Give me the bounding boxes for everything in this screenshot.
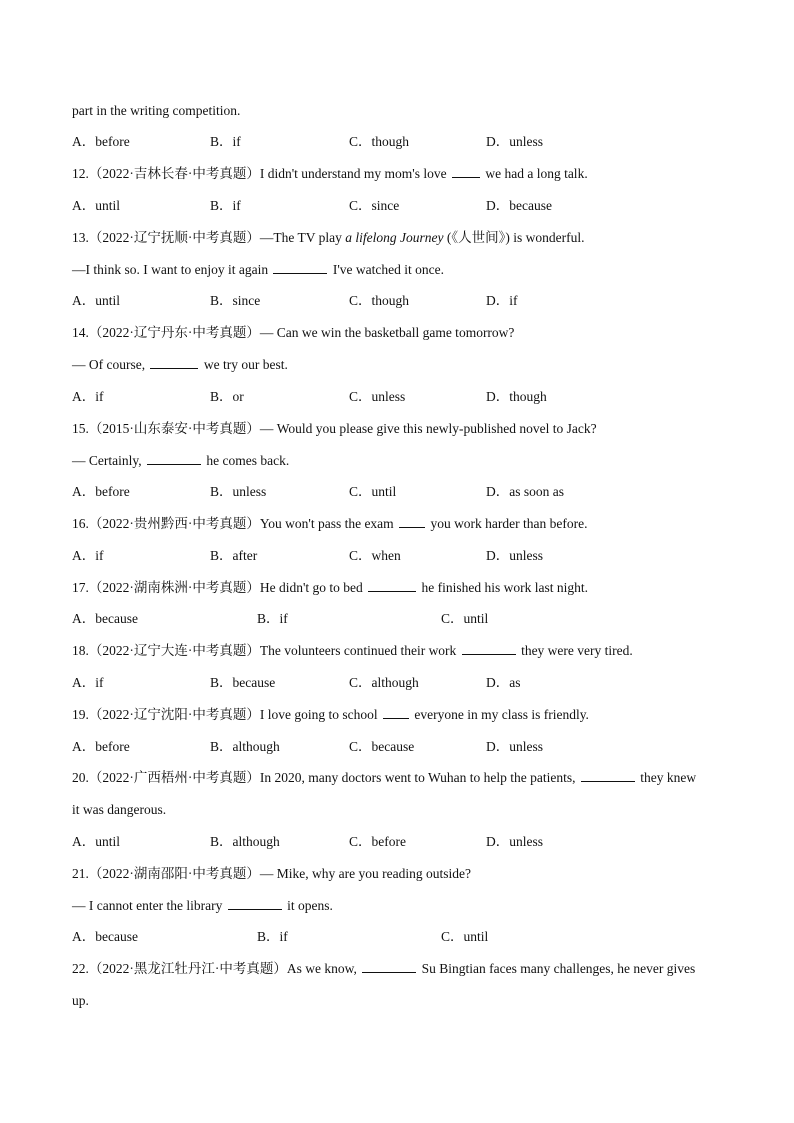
option-a[interactable]: A．if [72,389,104,404]
answer-blank[interactable] [383,706,409,719]
question-21-reply [72,897,722,915]
option-a[interactable]: A．if [72,675,104,690]
option-d[interactable]: D．unless [486,134,543,149]
option-c[interactable]: C．unless [349,389,406,404]
question-text: 17.（2022·湖南株洲·中考真题）He didn't go to bed [72,580,363,595]
answer-blank[interactable] [147,452,201,465]
option-c[interactable]: C．until [441,929,489,944]
answer-blank[interactable] [462,642,516,655]
option-a[interactable]: A．because [72,611,138,626]
option-d[interactable]: D．unless [486,834,543,849]
option-d[interactable]: D．as soon as [486,484,564,499]
option-c[interactable]: C．until [349,484,397,499]
question-15-reply [72,452,722,470]
question-text: — Certainly, [72,453,142,468]
question-text: 20.（2022·广西梧州·中考真题）In 2020, many doctors went to Wuhan to help the patients, [72,770,576,785]
answer-blank[interactable] [452,165,480,178]
question-12 [72,165,722,183]
question-text: (《人世间》) is wonderful. [446,230,585,245]
option-a[interactable]: A．until [72,293,121,308]
option-d[interactable]: D．because [486,198,552,213]
question-text: you work harder than before. [430,516,588,531]
question-text: they knew [640,770,697,785]
question-text: 21.（2022·湖南邵阳·中考真题）— Mike, why are you reading outside? [72,866,471,881]
question-text: 12.（2022·吉林长春·中考真题）I didn't understand my mom's love [72,166,447,181]
option-c[interactable]: C．until [441,611,489,626]
option-c[interactable]: C．though [349,293,410,308]
question-text: I've watched it once. [332,262,444,277]
question-18 [72,642,722,660]
option-a[interactable]: A．before [72,739,130,754]
question-text: he finished his work last night. [421,580,589,595]
question-text: 14.（2022·辽宁丹东·中考真题）— Can we win the basketball game tomorrow? [72,325,515,340]
option-b[interactable]: B．if [210,134,241,149]
option-b[interactable]: B．or [210,389,244,404]
question-text: he comes back. [206,453,290,468]
answer-blank[interactable] [399,515,425,528]
question-13 [72,229,722,247]
question-text: it opens. [287,898,333,913]
question-text: 16.（2022·贵州黔西·中考真题）You won't pass the exam [72,516,394,531]
question-text: part in the writing competition. [72,103,241,118]
option-b[interactable]: B．although [210,834,280,849]
question-20 [72,769,722,787]
option-a[interactable]: A．until [72,198,121,213]
question-text: we try our best. [203,357,288,372]
option-a[interactable]: A．if [72,548,104,563]
option-c[interactable]: C．before [349,834,406,849]
answer-blank[interactable] [228,897,282,910]
answer-blank[interactable] [150,356,198,369]
question-15 [72,420,722,438]
option-c[interactable]: C．though [349,134,410,149]
option-d[interactable]: D．though [486,389,547,404]
question-text: —I think so. I want to enjoy it again [72,262,269,277]
question-13-reply [72,261,722,279]
question-20-tail [72,801,722,819]
question-text: — I cannot enter the library [72,898,223,913]
option-b[interactable]: B．because [210,675,276,690]
question-21 [72,865,722,883]
question-text: Su Bingtian faces many challenges, he never gives [421,961,696,976]
option-b[interactable]: B．unless [210,484,267,499]
question-text: 19.（2022·辽宁沈阳·中考真题）I love going to school [72,707,378,722]
question-19 [72,706,722,724]
question-text: — Of course, [72,357,146,372]
option-c[interactable]: C．since [349,198,400,213]
question-text: they were very tired. [521,643,633,658]
question-11-tail [72,102,722,120]
question-17 [72,579,722,597]
question-text: 15.（2015·山东泰安·中考真题）— Would you please give this newly-published novel to Jack? [72,421,597,436]
option-b[interactable]: B．although [210,739,280,754]
option-d[interactable]: D．unless [486,548,543,563]
question-14 [72,324,722,342]
option-d[interactable]: D．unless [486,739,543,754]
option-b[interactable]: B．if [257,929,288,944]
option-d[interactable]: D．as [486,675,521,690]
title-italic: a lifelong Journey [345,230,444,245]
option-a[interactable]: A．before [72,134,130,149]
question-text: 22.（2022·黑龙江牡丹江·中考真题）As we know, [72,961,357,976]
option-a[interactable]: A．until [72,834,121,849]
question-22 [72,960,722,978]
question-14-reply [72,356,722,374]
answer-blank[interactable] [362,960,416,973]
option-d[interactable]: D．if [486,293,518,308]
option-b[interactable]: B．since [210,293,261,308]
question-text: everyone in my class is friendly. [414,707,589,722]
option-c[interactable]: C．although [349,675,419,690]
option-a[interactable]: A．before [72,484,130,499]
question-text: it was dangerous. [72,802,167,817]
option-b[interactable]: B．after [210,548,258,563]
answer-blank[interactable] [581,769,635,782]
option-b[interactable]: B．if [210,198,241,213]
answer-blank[interactable] [273,261,327,274]
question-22-tail [72,992,722,1010]
question-text: we had a long talk. [485,166,588,181]
option-a[interactable]: A．because [72,929,138,944]
answer-blank[interactable] [368,579,416,592]
option-b[interactable]: B．if [257,611,288,626]
question-text: 13.（2022·辽宁抚顺·中考真题）—The TV play [72,230,342,245]
question-text: up. [72,993,89,1008]
option-c[interactable]: C．because [349,739,415,754]
option-c[interactable]: C．when [349,548,401,563]
question-16 [72,515,722,533]
question-text: 18.（2022·辽宁大连·中考真题）The volunteers continued their work [72,643,457,658]
